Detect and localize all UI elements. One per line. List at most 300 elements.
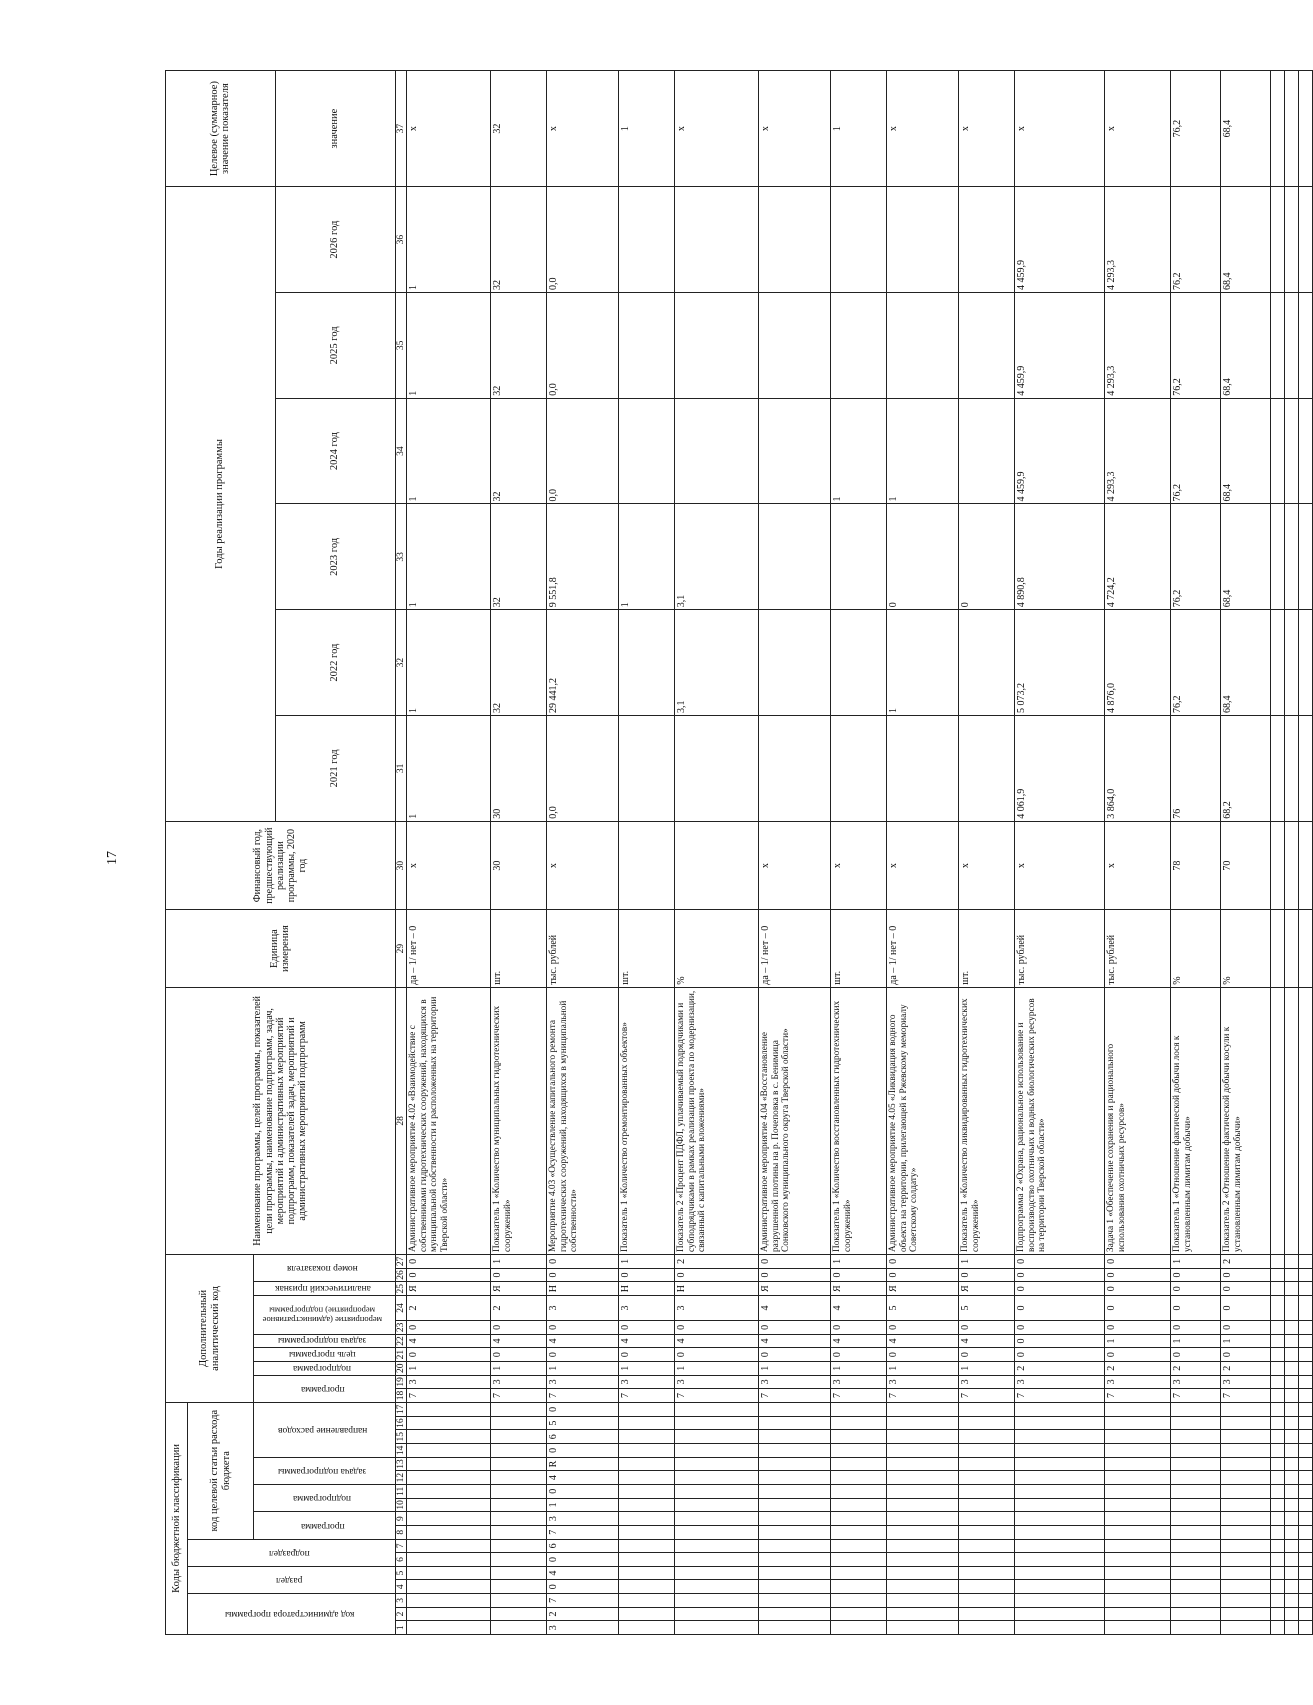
code-cell [1221, 1525, 1271, 1539]
code-cell: Н [547, 1282, 619, 1296]
code-cell [831, 1484, 887, 1498]
code-cell [407, 1416, 491, 1430]
code-cell [1105, 1553, 1171, 1567]
row-year-value: 4 061,9 [1015, 715, 1105, 821]
code-cell: 0 [619, 1321, 675, 1335]
code-cell: 7 [959, 1389, 1015, 1403]
code-cell [1221, 1471, 1271, 1485]
column-number: 4 [395, 1580, 407, 1594]
row-year-value: 76,2 [1171, 504, 1221, 610]
code-cell [407, 1457, 491, 1471]
row-unit: да – 1/ нет – 0 [887, 910, 959, 987]
code-cell [675, 1430, 759, 1444]
code-cell [1171, 1471, 1221, 1485]
code-cell: 0 [675, 1321, 759, 1335]
row-fin-year-value: х [759, 821, 831, 910]
empty-cell [1271, 1282, 1285, 1296]
code-cell: 3 [547, 1296, 619, 1321]
table-row [887, 71, 959, 1635]
code-cell [759, 1484, 831, 1498]
empty-cell [1285, 1254, 1299, 1268]
code-cell [1105, 1430, 1171, 1444]
empty-cell [1271, 1254, 1285, 1268]
code-cell [1171, 1402, 1221, 1416]
row-year-value: 32 [491, 504, 547, 610]
code-cell [759, 1553, 831, 1567]
code-cell: 1 [547, 1498, 619, 1512]
code-cell [1015, 1512, 1105, 1526]
row-year-value: 1 [831, 398, 887, 504]
row-target-value: х [759, 71, 831, 187]
row-fin-year-value: х [887, 821, 959, 910]
code-cell [1105, 1402, 1171, 1416]
code-cell [831, 1607, 887, 1621]
empty-cell [1299, 1268, 1313, 1282]
code-cell [887, 1416, 959, 1430]
code-cell [1221, 1444, 1271, 1458]
column-number: 18 [395, 1389, 407, 1403]
row-year-value [759, 187, 831, 293]
code-cell [759, 1471, 831, 1485]
code-cell: 1 [1171, 1334, 1221, 1348]
empty-cell [1271, 910, 1285, 987]
row-year-value [959, 610, 1015, 716]
column-number: 17 [395, 1402, 407, 1416]
code-cell [1171, 1580, 1221, 1594]
code-cell [1171, 1539, 1221, 1553]
code-cell: 0 [1171, 1268, 1221, 1282]
empty-cell [1271, 1402, 1285, 1416]
row-unit: да – 1/ нет – 0 [407, 910, 491, 987]
code-cell: 3 [491, 1375, 547, 1389]
row-name: Показатель 1 «Количество муниципальных гидротехнических сооружений» [491, 987, 547, 1254]
code-cell: 1 [491, 1254, 547, 1268]
code-cell [675, 1566, 759, 1580]
code-cell [1015, 1553, 1105, 1567]
empty-cell [1299, 1539, 1313, 1553]
row-year-value: 1 [407, 715, 491, 821]
code-cell [491, 1621, 547, 1635]
column-number: 31 [395, 715, 407, 821]
code-cell [1171, 1594, 1221, 1608]
code-cell: 0 [1105, 1282, 1171, 1296]
empty-cell [1271, 1512, 1285, 1526]
empty-cell [1271, 292, 1285, 398]
code-cell [407, 1539, 491, 1553]
code-cell: 0 [1015, 1348, 1105, 1362]
code-cell: 0 [547, 1348, 619, 1362]
code-cell [407, 1402, 491, 1416]
empty-cell [1271, 71, 1285, 187]
column-number: 15 [395, 1430, 407, 1444]
code-cell [959, 1498, 1015, 1512]
code-cell: 0 [407, 1348, 491, 1362]
code-cell [1015, 1402, 1105, 1416]
code-cell: 7 [407, 1389, 491, 1403]
code-cell [759, 1594, 831, 1608]
column-number: 3 [395, 1594, 407, 1608]
code-cell: 7 [759, 1389, 831, 1403]
code-cell [1171, 1430, 1221, 1444]
row-unit: да – 1/ нет – 0 [759, 910, 831, 987]
code-cell: 0 [675, 1268, 759, 1282]
fin-year-header: Финансовый год, предшествующий реализации программы, 2020 год [166, 821, 396, 910]
empty-cell [1299, 1361, 1313, 1375]
code-cell [619, 1512, 675, 1526]
code-cell: 0 [1015, 1268, 1105, 1282]
code-cell: 3 [1015, 1375, 1105, 1389]
code-cell [491, 1402, 547, 1416]
code-cell: 3 [547, 1512, 619, 1526]
row-target-value: х [887, 71, 959, 187]
code-cell [887, 1553, 959, 1567]
empty-cell [1299, 1484, 1313, 1498]
code-cell: 7 [675, 1389, 759, 1403]
code-cell [1015, 1457, 1105, 1471]
code-cell [959, 1430, 1015, 1444]
code-cell: 4 [759, 1334, 831, 1348]
empty-cell [1299, 1430, 1313, 1444]
code-cell: 3 [1221, 1375, 1271, 1389]
empty-cell [1271, 1430, 1285, 1444]
row-year-value: 1 [619, 504, 675, 610]
empty-cell [1271, 1594, 1285, 1608]
code-cell [831, 1512, 887, 1526]
row-name: Показатель 2 «Процент ПДФЛ, уплачиваемый подрядчиками и субподрядчиками в рамках реализации проекта по модернизации, связанный с капитальными вложениями» [675, 987, 759, 1254]
code-cell: 4 [547, 1566, 619, 1580]
empty-cell [1285, 71, 1299, 187]
code-cell [959, 1607, 1015, 1621]
row-year-value: 5 073,2 [1015, 610, 1105, 716]
row-year-value: 1 [407, 504, 491, 610]
code-cell [491, 1430, 547, 1444]
column-number: 20 [395, 1361, 407, 1375]
code-cell [407, 1594, 491, 1608]
row-year-value: 3,1 [675, 610, 759, 716]
column-number: 14 [395, 1444, 407, 1458]
row-unit: тыс. рублей [1015, 910, 1105, 987]
year-2023-header: 2023 год [275, 504, 395, 610]
code-cell: 1 [759, 1361, 831, 1375]
row-year-value: 32 [491, 292, 547, 398]
code-cell: 1 [959, 1361, 1015, 1375]
code-cell [1015, 1607, 1105, 1621]
row-target-value: х [959, 71, 1015, 187]
code-cell [675, 1416, 759, 1430]
empty-cell [1271, 1539, 1285, 1553]
code-cell: 7 [547, 1525, 619, 1539]
row-unit: % [1171, 910, 1221, 987]
code-cell: Я [491, 1282, 547, 1296]
code-cell [887, 1607, 959, 1621]
code-cell: 2 [1221, 1254, 1271, 1268]
code-cell [491, 1539, 547, 1553]
row-year-value [675, 398, 759, 504]
empty-cell [1285, 1594, 1299, 1608]
row-name: Показатель 1 «Количество ликвидированных гидротехнических сооружений» [959, 987, 1015, 1254]
table-row [619, 71, 675, 1635]
code-cell: 0 [1015, 1296, 1105, 1321]
row-year-value [959, 715, 1015, 821]
code-cell [491, 1498, 547, 1512]
code-cell [675, 1539, 759, 1553]
code-cell [1015, 1594, 1105, 1608]
code-cell: 3 [675, 1296, 759, 1321]
empty-cell [1271, 1498, 1285, 1512]
row-target-value: х [675, 71, 759, 187]
code-cell: 3 [675, 1375, 759, 1389]
code-cell: 1 [831, 1254, 887, 1268]
table-row [1171, 71, 1221, 1635]
empty-cell [1299, 1594, 1313, 1608]
code-cell: 0 [547, 1254, 619, 1268]
code-cell: 7 [1015, 1389, 1105, 1403]
code-cell: 4 [959, 1334, 1015, 1348]
code-cell: 5 [547, 1416, 619, 1430]
code-cell [619, 1525, 675, 1539]
row-year-value: 68,4 [1221, 187, 1271, 293]
code-cell [1171, 1498, 1221, 1512]
row-target-value: 76,2 [1171, 71, 1221, 187]
empty-cell [1285, 1621, 1299, 1635]
column-number: 35 [395, 292, 407, 398]
code-cell: 3 [547, 1621, 619, 1635]
empty-cell [1285, 1471, 1299, 1485]
code-cell: 0 [547, 1484, 619, 1498]
code-cell [1015, 1416, 1105, 1430]
code-cell [887, 1566, 959, 1580]
row-year-value: 4 293,3 [1105, 398, 1171, 504]
code-cell: 0 [1171, 1296, 1221, 1321]
code-cell [619, 1402, 675, 1416]
code-cell [887, 1457, 959, 1471]
code-cell: 0 [759, 1321, 831, 1335]
column-number: 8 [395, 1525, 407, 1539]
code-cell [831, 1553, 887, 1567]
code-cell: 4 [759, 1296, 831, 1321]
code-cell: 2 [547, 1607, 619, 1621]
code-cell: 2 [407, 1296, 491, 1321]
column-number: 34 [395, 398, 407, 504]
code-cell: 1 [959, 1254, 1015, 1268]
code-cell: 1 [831, 1361, 887, 1375]
empty-cell [1285, 1553, 1299, 1567]
code-cell [1015, 1444, 1105, 1458]
code-cell [959, 1457, 1015, 1471]
code-cell [407, 1607, 491, 1621]
table-row [1221, 71, 1271, 1635]
code-cell [831, 1498, 887, 1512]
code-cell: 0 [1171, 1282, 1221, 1296]
empty-cell [1271, 610, 1285, 716]
row-year-value [675, 715, 759, 821]
code-cell [619, 1430, 675, 1444]
code-cell: 4 [831, 1334, 887, 1348]
row-name: Подпрограмма 2 «Охрана, рациональное использование и воспроизводство охотничьих и водных биологических ресурсов на территории Тверской области» [1015, 987, 1105, 1254]
code-cell: 7 [491, 1389, 547, 1403]
empty-cell [1299, 1375, 1313, 1389]
code-cell: 0 [1105, 1296, 1171, 1321]
empty-cell [1285, 1566, 1299, 1580]
code-cell [959, 1525, 1015, 1539]
row-target-value: 68,4 [1221, 71, 1271, 187]
code-cell: Я [759, 1282, 831, 1296]
code-cell: 0 [407, 1321, 491, 1335]
empty-cell [1299, 1553, 1313, 1567]
empty-cell [1285, 1375, 1299, 1389]
empty-cell [1285, 504, 1299, 610]
target-article-header: код целевой статьи расхода бюджета [188, 1402, 254, 1539]
empty-cell [1271, 1348, 1285, 1362]
code-cell: 0 [831, 1348, 887, 1362]
code-cell: 1 [675, 1361, 759, 1375]
empty-cell [1299, 610, 1313, 716]
empty-cell [1299, 504, 1313, 610]
code-cell [491, 1607, 547, 1621]
row-year-value [959, 187, 1015, 293]
empty-cell [1271, 1553, 1285, 1567]
code-cell: 6 [547, 1430, 619, 1444]
code-cell [619, 1594, 675, 1608]
row-year-value: 1 [407, 187, 491, 293]
empty-cell [1271, 1471, 1285, 1485]
code-cell: 0 [959, 1348, 1015, 1362]
code-cell [831, 1457, 887, 1471]
row-year-value [959, 292, 1015, 398]
code-cell: 1 [1105, 1334, 1171, 1348]
code-cell: 5 [959, 1296, 1015, 1321]
empty-cell [1299, 1282, 1313, 1296]
code-cell: 2 [1221, 1361, 1271, 1375]
code-cell [887, 1471, 959, 1485]
code-cell [491, 1416, 547, 1430]
column-number: 7 [395, 1539, 407, 1553]
code-cell [491, 1594, 547, 1608]
code-cell [491, 1580, 547, 1594]
code-cell: 1 [887, 1361, 959, 1375]
empty-cell [1271, 187, 1285, 293]
column-number-row [395, 71, 407, 1635]
empty-cell [1299, 1334, 1313, 1348]
code-cell [959, 1566, 1015, 1580]
empty-cell [1299, 1566, 1313, 1580]
row-name: Показатель 1 «Количество восстановленных гидротехнических сооружений» [831, 987, 887, 1254]
row-year-value: 1 [407, 610, 491, 716]
row-year-value [887, 715, 959, 821]
code-cell [619, 1553, 675, 1567]
code-cell [1015, 1430, 1105, 1444]
row-target-value: х [547, 71, 619, 187]
code-cell: 4 [547, 1334, 619, 1348]
code-cell [959, 1539, 1015, 1553]
code-cell [619, 1471, 675, 1485]
code-cell [1221, 1539, 1271, 1553]
code-cell: 0 [887, 1348, 959, 1362]
row-year-value [759, 610, 831, 716]
empty-cell [1271, 1296, 1285, 1321]
code-cell: Я [407, 1282, 491, 1296]
row-year-value: 68,4 [1221, 610, 1271, 716]
row-year-value [675, 187, 759, 293]
row-year-value: 76,2 [1171, 187, 1221, 293]
subsection-header: подраздел [188, 1539, 396, 1566]
empty-cell [1285, 1389, 1299, 1403]
code-cell [407, 1553, 491, 1567]
code-cell [759, 1580, 831, 1594]
row-year-value [675, 292, 759, 398]
extra-task-header: задача подпрограммы [254, 1334, 396, 1348]
code-cell [1105, 1512, 1171, 1526]
code-cell [407, 1444, 491, 1458]
row-year-value: 1 [887, 610, 959, 716]
code-cell: 0 [547, 1268, 619, 1282]
empty-row [1285, 71, 1299, 1635]
code-cell: 3 [547, 1375, 619, 1389]
event-header: мероприятие (административное мероприятие) подпрограммы [254, 1296, 396, 1335]
empty-cell [1271, 1484, 1285, 1498]
row-year-value [619, 398, 675, 504]
code-cell [759, 1621, 831, 1635]
code-cell [491, 1553, 547, 1567]
code-cell [1105, 1471, 1171, 1485]
code-cell: 0 [959, 1321, 1015, 1335]
code-cell [887, 1512, 959, 1526]
column-number: 25 [395, 1282, 407, 1296]
code-cell [959, 1621, 1015, 1635]
code-cell: 2 [1015, 1361, 1105, 1375]
column-number: 36 [395, 187, 407, 293]
table-row [831, 71, 887, 1635]
row-unit: % [675, 910, 759, 987]
column-number: 28 [395, 987, 407, 1254]
column-number: 32 [395, 610, 407, 716]
unit-header: Единица измерения [166, 910, 396, 987]
code-cell [491, 1566, 547, 1580]
code-cell [831, 1430, 887, 1444]
code-cell: 0 [831, 1321, 887, 1335]
row-year-value: 1 [407, 398, 491, 504]
year-2025-header: 2025 год [275, 292, 395, 398]
empty-row [1299, 71, 1313, 1635]
row-unit: шт. [619, 910, 675, 987]
row-year-value: 9 551,8 [547, 504, 619, 610]
code-cell [887, 1580, 959, 1594]
empty-cell [1285, 1402, 1299, 1416]
code-cell [759, 1444, 831, 1458]
code-cell [619, 1457, 675, 1471]
row-year-value [831, 610, 887, 716]
empty-row [1271, 71, 1285, 1635]
empty-cell [1271, 398, 1285, 504]
empty-cell [1285, 1416, 1299, 1430]
row-year-value [619, 715, 675, 821]
empty-cell [1299, 1444, 1313, 1458]
code-cell [1171, 1566, 1221, 1580]
code-cell [675, 1553, 759, 1567]
code-cell [959, 1484, 1015, 1498]
code-cell: 0 [619, 1268, 675, 1282]
code-cell: 7 [619, 1389, 675, 1403]
code-cell: 0 [1105, 1321, 1171, 1335]
table-row [547, 71, 619, 1635]
code-cell [1171, 1621, 1221, 1635]
extra-program-header: программа [254, 1375, 396, 1402]
row-year-value: 4 293,3 [1105, 187, 1171, 293]
code-cell: 4 [407, 1334, 491, 1348]
code-cell: 4 [619, 1334, 675, 1348]
code-cell: 7 [1105, 1389, 1171, 1403]
row-year-value: 68,4 [1221, 504, 1271, 610]
